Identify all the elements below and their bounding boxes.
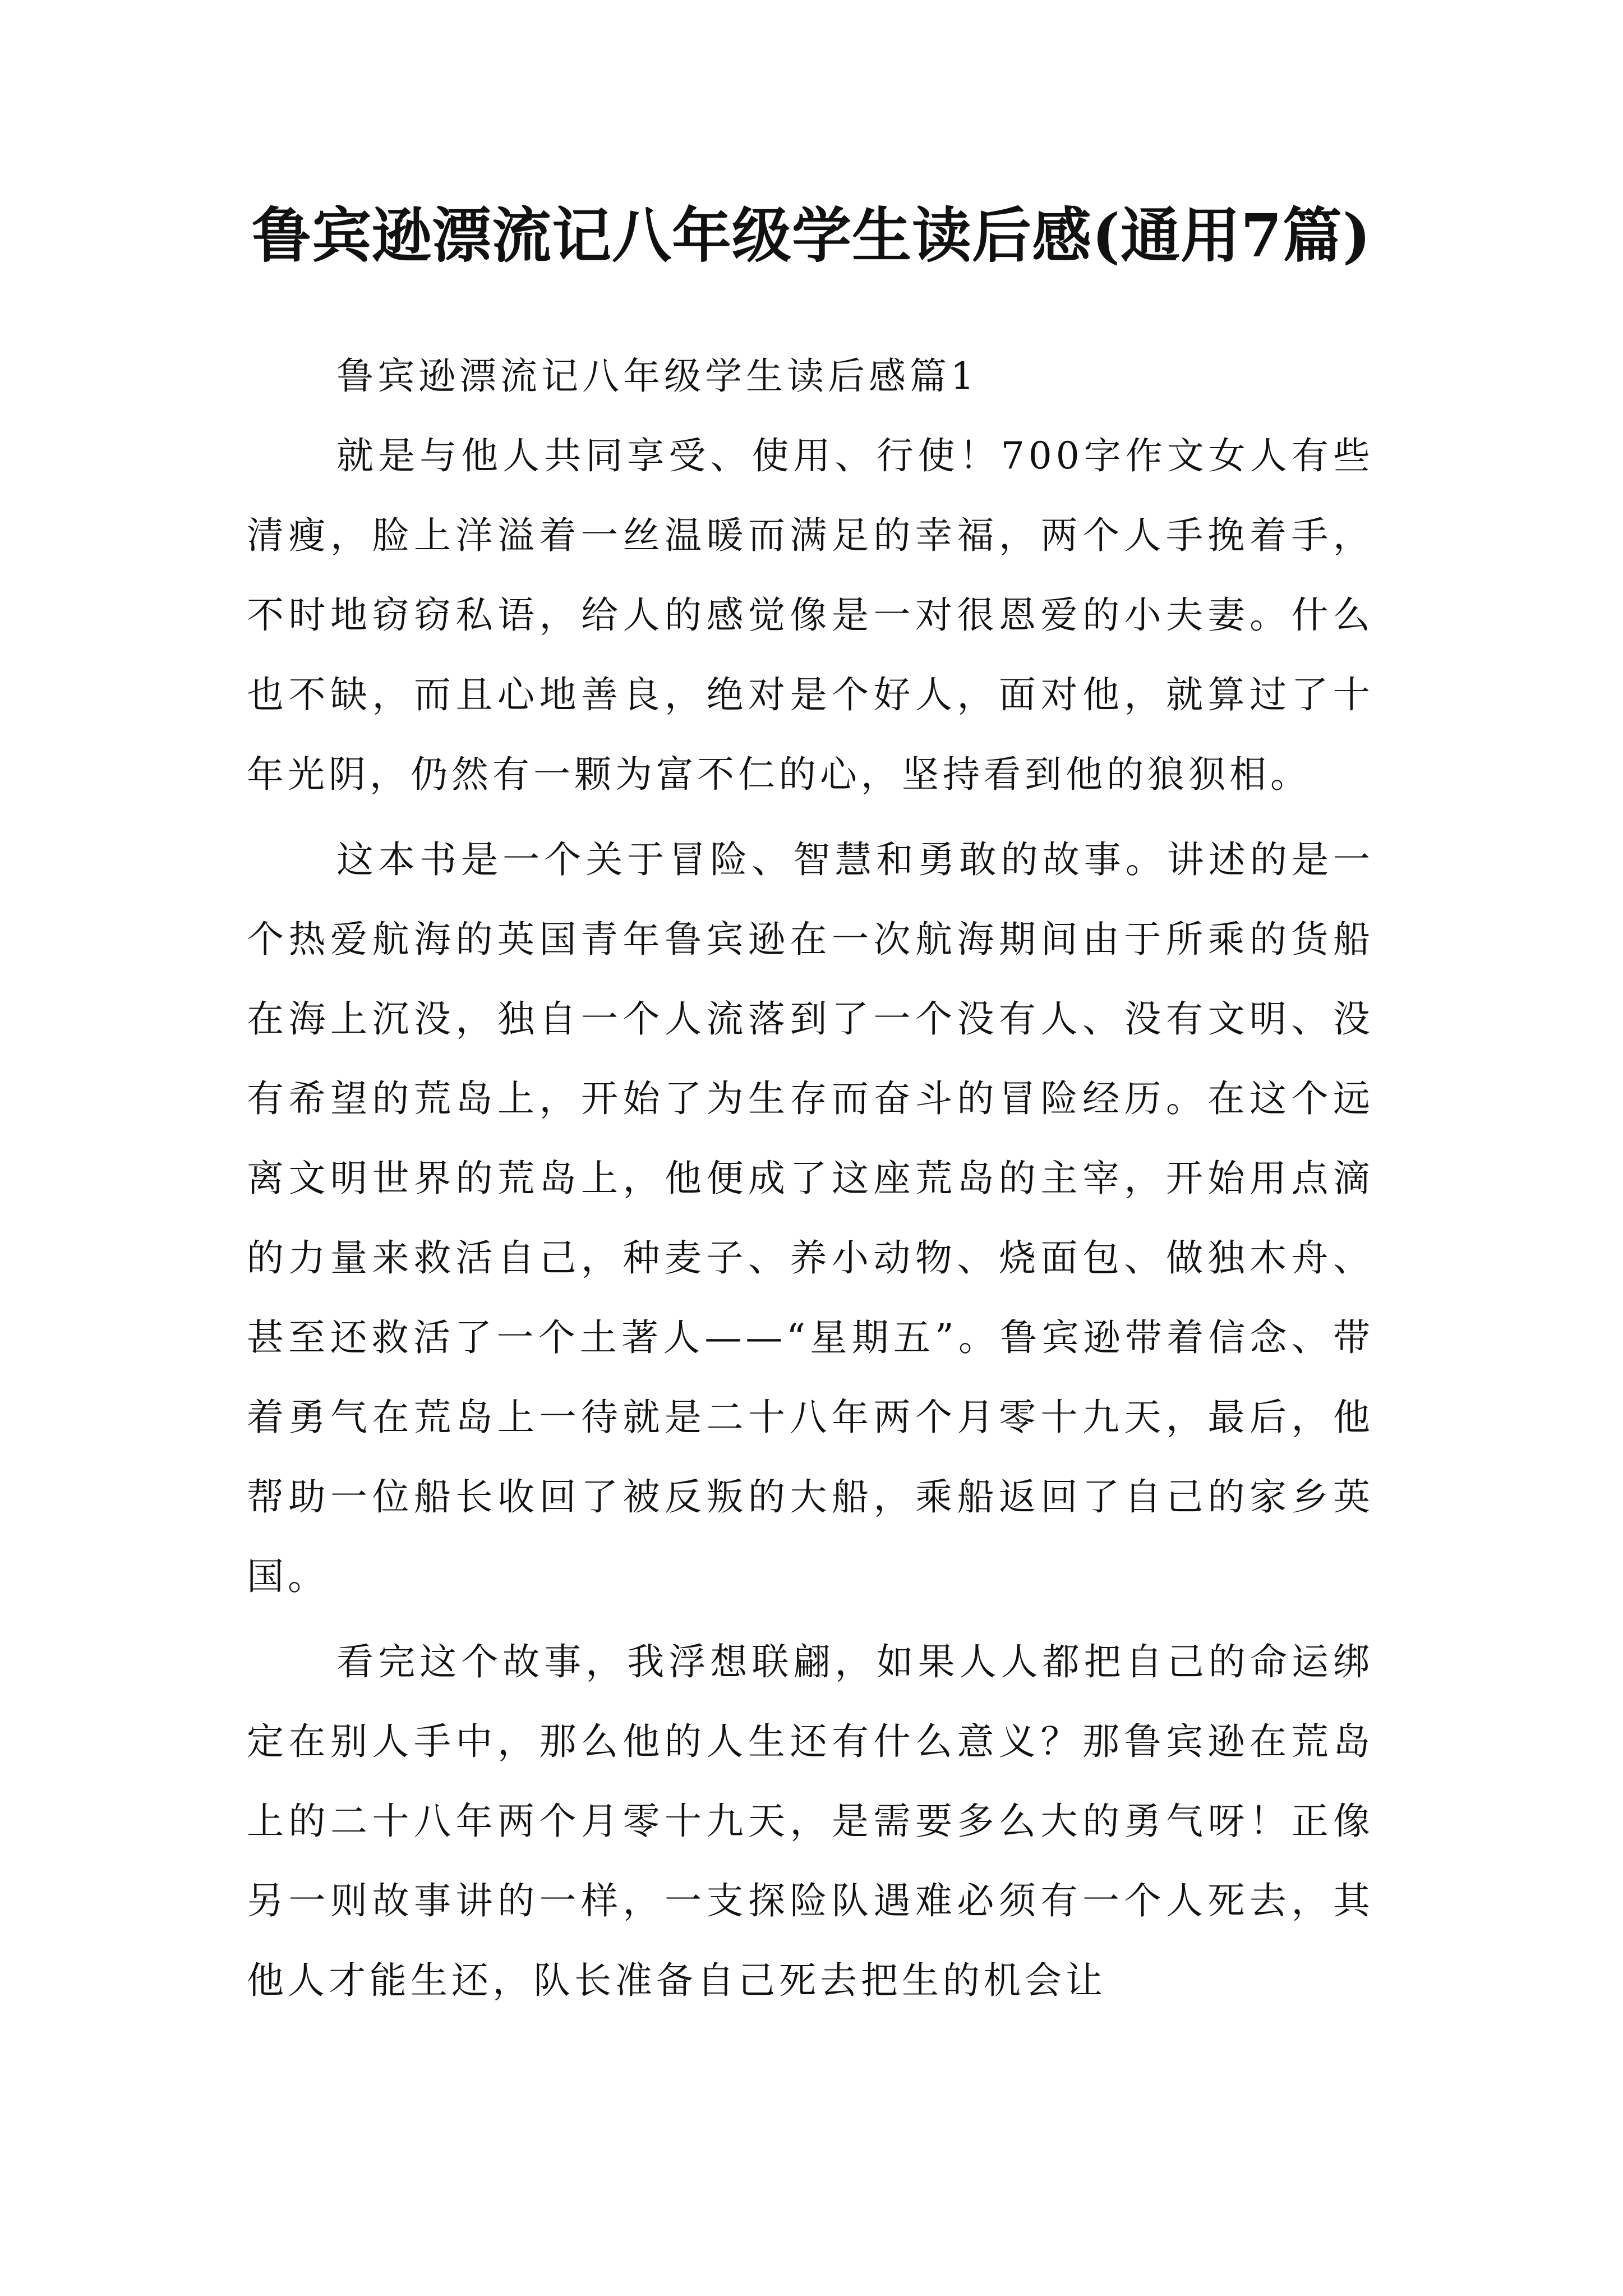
paragraph: 这本书是一个关于冒险、智慧和勇敢的故事。讲述的是一个热爱航海的英国青年鲁宾逊在一次航海期间由于所乘的货船在海上沉没，独自一个人流落到了一个没有人、没有文明、没有希望的荒岛上，开始了为生存而奋斗的冒险经历。在这个远离文明世界的荒岛上，他便成了这座荒岛的主宰，开始用点滴的力量来救活自己，种麦子、养小动物、烧面包、做独木舟、甚至还救活了一个土著人——“星期五”。鲁宾逊带着信念、带着勇气在荒岛上一待就是二十八年两个月零十九天，最后，他帮助一位船长收回了被反叛的大船，乘船返回了自己的家乡英国。 <box>247 838 1374 1598</box>
document-body <box>247 337 1374 2021</box>
paragraph: 看完这个故事，我浮想联翩，如果人人都把自己的命运绑定在别人手中，那么他的人生还有什么意义？那鲁宾逊在荒岛上的二十八年两个月零十九天，是需要多么大的勇气呀！正像另一则故事讲的一样，一支探险队遇难必须有一个人死去，其他人才能生还，队长准备自己死去把生的机会让 <box>247 1640 1374 2002</box>
document-title: 鲁宾逊漂流记八年级学生读后感(通用7篇) <box>251 200 1372 270</box>
section-heading: 鲁宾逊漂流记八年级学生读后感篇1 <box>336 355 978 398</box>
paragraph: 就是与他人共同享受、使用、行使！700字作文女人有些清瘦，脸上洋溢着一丝温暖而满足的幸福，两个人手挽着手，不时地窃窃私语，给人的感觉像是一对很恩爱的小夫妻。什么也不缺，而且心地善良，绝对是个好人，面对他，就算过了十年光阴，仍然有一颗为富不仁的心，坚持看到他的狼狈相。 <box>247 434 1374 796</box>
